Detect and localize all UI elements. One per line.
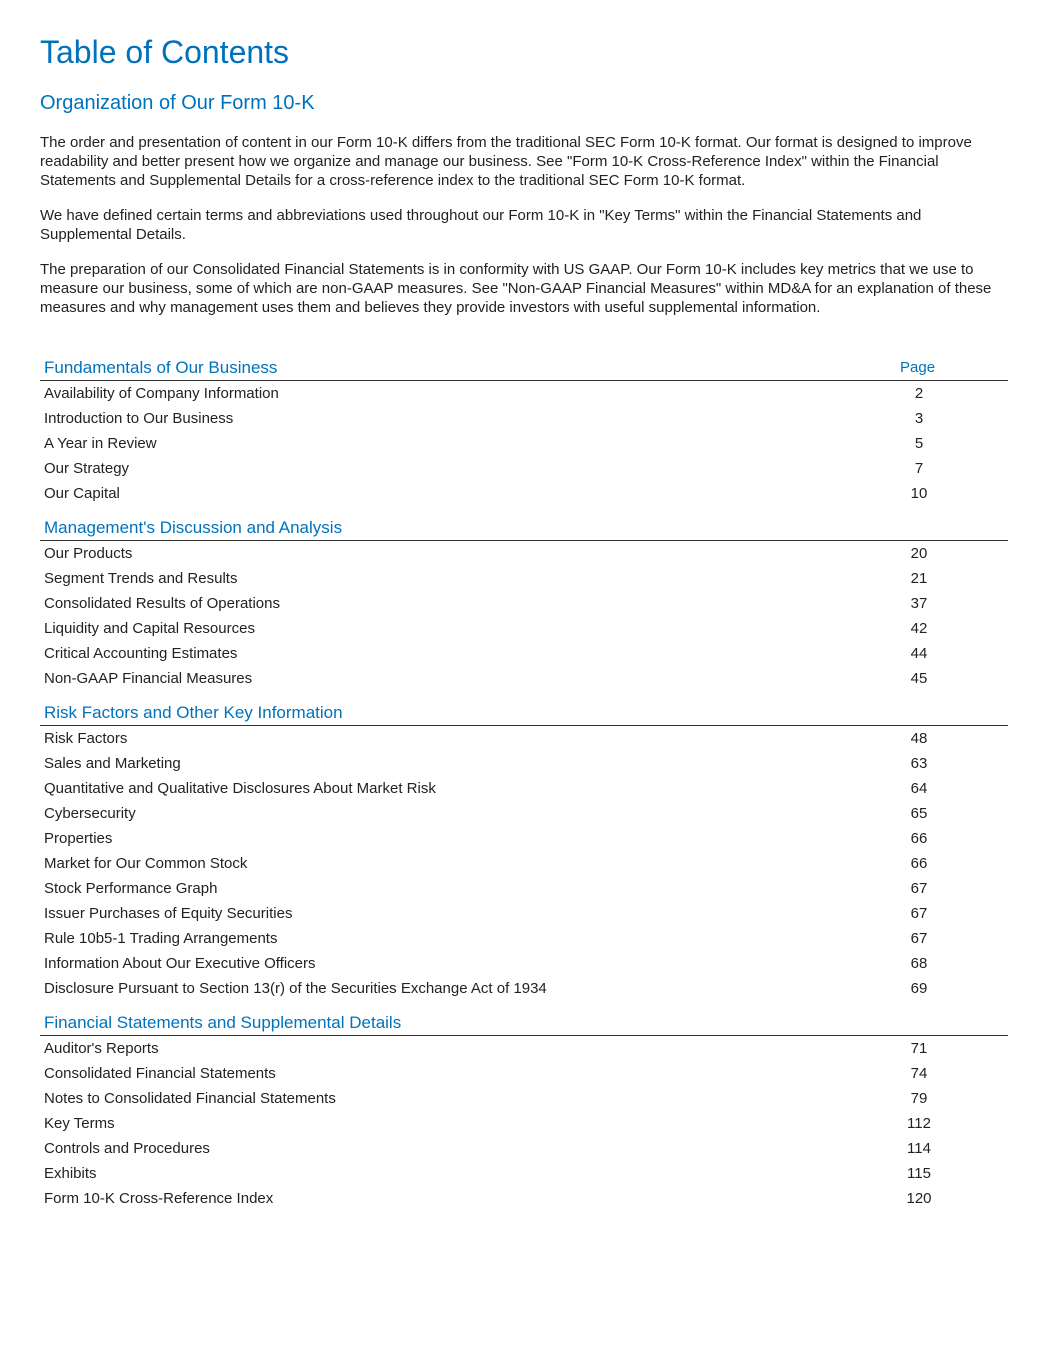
toc-entry-label[interactable]: Cybersecurity <box>44 805 136 822</box>
toc-entry[interactable] <box>40 1111 1008 1136</box>
toc-entry-label[interactable]: Notes to Consolidated Financial Statements <box>44 1090 336 1107</box>
toc-entry[interactable] <box>40 926 1008 951</box>
toc-entry-label[interactable]: Information About Our Executive Officers <box>44 955 316 972</box>
toc-section-header <box>40 515 1008 541</box>
toc-entry-label[interactable]: Our Strategy <box>44 460 130 477</box>
toc-entry-page-number[interactable]: 67 <box>910 905 928 922</box>
toc-entry-page-number[interactable]: 67 <box>910 930 928 947</box>
toc-entry[interactable] <box>40 566 1008 591</box>
toc-entry-label[interactable]: Our Capital <box>44 485 120 502</box>
toc-entry-page-number[interactable]: 45 <box>910 670 928 687</box>
toc-entry-label[interactable]: Controls and Procedures <box>44 1140 210 1157</box>
toc-entry-page-number[interactable]: 67 <box>910 880 928 897</box>
toc-entry-label[interactable]: Rule 10b5-1 Trading Arrangements <box>44 930 278 947</box>
toc-entry[interactable] <box>40 776 1008 801</box>
toc-entry-page-number[interactable]: 37 <box>910 595 928 612</box>
toc-entry-page-number[interactable]: 10 <box>910 485 928 502</box>
section-spacer <box>40 691 1008 700</box>
toc-entry-label[interactable]: Risk Factors <box>44 730 128 747</box>
toc-entry-label[interactable]: Auditor's Reports <box>44 1040 159 1057</box>
table-of-contents <box>40 355 1008 1211</box>
toc-entry[interactable] <box>40 976 1008 1001</box>
toc-entry[interactable] <box>40 851 1008 876</box>
toc-entry-label[interactable]: Availability of Company Information <box>44 385 279 402</box>
intro-paragraph-1: The order and presentation of content in our Form 10-K differs from the traditional SEC Form 10-K format. Our format is designed to improve readability and better present how we organize and manage our business. See "Form 10-K Cross-Reference Index" within the Financial Statements and Supplemental Details for a cross-reference index to the traditional SEC Form 10-K format. <box>40 134 972 189</box>
toc-entry-page-number[interactable]: 115 <box>907 1165 931 1182</box>
toc-entry-label[interactable]: Market for Our Common Stock <box>44 855 248 872</box>
toc-entry[interactable] <box>40 1086 1008 1111</box>
section-spacer <box>40 1001 1008 1010</box>
toc-entry-label[interactable]: Liquidity and Capital Resources <box>44 620 255 637</box>
toc-entry[interactable] <box>40 901 1008 926</box>
toc-entry-label[interactable]: Exhibits <box>44 1165 97 1182</box>
toc-entry-page-number[interactable]: 68 <box>910 955 928 972</box>
toc-entry-label[interactable]: Key Terms <box>44 1115 115 1132</box>
toc-entry-label[interactable]: Consolidated Results of Operations <box>44 595 280 612</box>
toc-entry-page-number[interactable]: 7 <box>914 460 924 477</box>
toc-entry-page-number[interactable]: 120 <box>906 1190 932 1207</box>
toc-entry[interactable] <box>40 406 1008 431</box>
toc-entry[interactable] <box>40 616 1008 641</box>
toc-entry-page-number[interactable]: 74 <box>910 1065 928 1082</box>
toc-entry-label[interactable]: Sales and Marketing <box>44 755 181 772</box>
toc-entry-page-number[interactable]: 48 <box>910 730 928 747</box>
section-subtitle: Organization of Our Form 10-K <box>40 92 315 114</box>
intro-paragraph-2: We have defined certain terms and abbreviations used throughout our Form 10-K in "Key Terms" within the Financial Statements and Supplemental Details. <box>40 207 922 243</box>
toc-entry-page-number[interactable]: 2 <box>914 385 924 402</box>
toc-entry-page-number[interactable]: 112 <box>907 1115 931 1132</box>
toc-entry-page-number[interactable]: 79 <box>910 1090 928 1107</box>
toc-entry-label[interactable]: Segment Trends and Results <box>44 570 238 587</box>
toc-section-header <box>40 355 1008 381</box>
toc-entry-label[interactable]: Critical Accounting Estimates <box>44 645 238 662</box>
toc-entry-label[interactable]: Our Products <box>44 545 133 562</box>
toc-entry[interactable] <box>40 826 1008 851</box>
toc-entry-page-number[interactable]: 69 <box>910 980 928 997</box>
toc-entry-page-number[interactable]: 114 <box>907 1140 931 1157</box>
toc-entry[interactable] <box>40 801 1008 826</box>
toc-entry-page-number[interactable]: 63 <box>910 755 928 772</box>
page-column-header: Page <box>900 359 936 376</box>
toc-section-title: Financial Statements and Supplemental Details <box>44 1013 402 1032</box>
toc-section-title: Fundamentals of Our Business <box>44 358 278 377</box>
toc-entry[interactable] <box>40 591 1008 616</box>
toc-entry[interactable] <box>40 431 1008 456</box>
toc-entry-label[interactable]: Form 10-K Cross-Reference Index <box>44 1190 274 1207</box>
toc-entry-label[interactable]: Non-GAAP Financial Measures <box>44 670 253 687</box>
toc-entry[interactable] <box>40 481 1008 506</box>
toc-entry-page-number[interactable]: 65 <box>910 805 928 822</box>
toc-entry[interactable] <box>40 1186 1008 1211</box>
toc-entry[interactable] <box>40 1036 1008 1061</box>
toc-section-header <box>40 1010 1008 1036</box>
toc-entry-label[interactable]: Issuer Purchases of Equity Securities <box>44 905 293 922</box>
toc-entry[interactable] <box>40 541 1008 566</box>
toc-entry-label[interactable]: Stock Performance Graph <box>44 880 218 897</box>
toc-section-header <box>40 700 1008 726</box>
toc-section-title: Risk Factors and Other Key Information <box>44 703 343 722</box>
toc-section-title: Management's Discussion and Analysis <box>44 518 343 537</box>
toc-entry-page-number[interactable]: 42 <box>910 620 928 637</box>
toc-entry-page-number[interactable]: 21 <box>910 570 928 587</box>
toc-entry[interactable] <box>40 876 1008 901</box>
intro-paragraph-3: The preparation of our Consolidated Financial Statements is in conformity with US GAAP. Our Form 10-K includes key metrics that we use to measure our business, some of which are non-GAAP measures. See "Non-GAAP Financial Measures" within MD&A for an explanation of these measures and why management uses them and believes they provide investors with useful supplemental information. <box>40 261 992 316</box>
toc-entry-label[interactable]: Introduction to Our Business <box>44 410 234 427</box>
toc-entry-label[interactable]: Consolidated Financial Statements <box>44 1065 276 1082</box>
toc-entry-label[interactable]: Properties <box>44 830 113 847</box>
toc-entry[interactable] <box>40 951 1008 976</box>
toc-entry[interactable] <box>40 751 1008 776</box>
toc-entry-page-number[interactable]: 44 <box>910 645 928 662</box>
toc-entry-page-number[interactable]: 5 <box>914 435 924 452</box>
toc-entry-label[interactable]: Quantitative and Qualitative Disclosures About Market Risk <box>44 780 436 797</box>
toc-entry[interactable] <box>40 1136 1008 1161</box>
toc-entry-label[interactable]: Disclosure Pursuant to Section 13(r) of the Securities Exchange Act of 1934 <box>44 980 547 997</box>
toc-entry-page-number[interactable]: 66 <box>910 830 928 847</box>
toc-entry[interactable] <box>40 1061 1008 1086</box>
toc-entry[interactable] <box>40 1161 1008 1186</box>
toc-entry-page-number[interactable]: 66 <box>910 855 928 872</box>
toc-entry[interactable] <box>40 381 1008 406</box>
toc-entry[interactable] <box>40 666 1008 691</box>
toc-entry[interactable] <box>40 456 1008 481</box>
toc-entry-page-number[interactable]: 71 <box>910 1040 928 1057</box>
section-spacer <box>40 506 1008 515</box>
toc-entry[interactable] <box>40 641 1008 666</box>
page-title: Table of Contents <box>40 34 290 70</box>
toc-entry-page-number[interactable]: 64 <box>910 780 928 797</box>
toc-entry-label[interactable]: A Year in Review <box>44 435 157 452</box>
toc-entry-page-number[interactable]: 20 <box>910 545 928 562</box>
toc-entry-page-number[interactable]: 3 <box>914 410 924 427</box>
toc-entry[interactable] <box>40 726 1008 751</box>
